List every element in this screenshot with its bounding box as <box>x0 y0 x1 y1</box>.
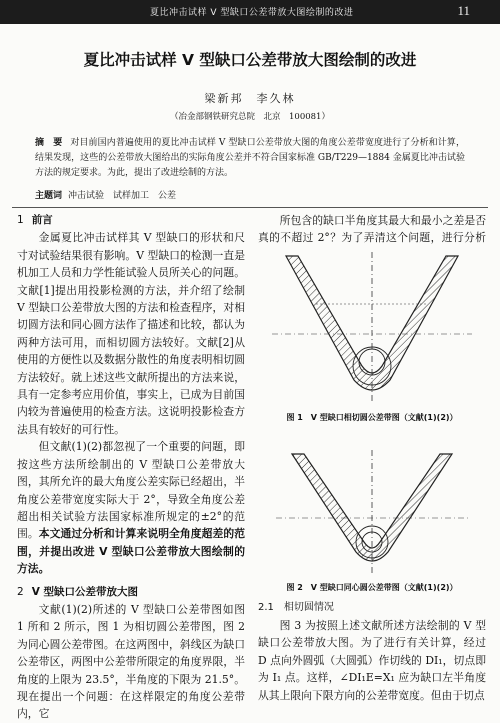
running-title: 夏比冲击试样 V 型缺口公差带放大图绘制的改进 <box>150 8 354 18</box>
figure-2 <box>258 448 486 576</box>
divider <box>12 207 488 208</box>
section-2-number: 2 <box>17 585 24 598</box>
section-1-heading <box>17 212 245 229</box>
section-2-para-1: 文献(1)(2)所述的 V 型缺口公差带图如图 1 所和 2 所示，图 1 为相切圆公差带图，图 2 为同心圆公差带图。在这两图中，斜线区为缺口公差带区，两图中公差带所限定的角度界限，半角度的上限为 23.5°，半角度的下限为 21.5°。现在提出一个问题：在这样限定的角度公差带内，它 <box>17 602 245 721</box>
authors: 梁新邦 李久林 <box>204 92 296 105</box>
section-2-heading <box>17 584 245 601</box>
figure-1 <box>258 248 486 408</box>
section-1-para-2-normal: 但文献(1)(2)都忽视了一个重要的问题，即按这些方法所绘制出的 V 型缺口公差带放大图，其所允许的最大角度公差实际已经超出，半角度公差带宽度实际大于 2°，导致全角度公差超出相关试验方法国家标准所规定的±2°的范围。 <box>17 440 245 541</box>
figure-1-caption: 图 1 V 型缺口相切圆公差带图（文献(1)(2)） <box>286 413 458 422</box>
abstract-label: 摘 要 <box>35 138 63 148</box>
affiliation: （冶金部钢铁研究总院 北京 100081） <box>170 112 330 122</box>
page-number: 11 <box>457 3 470 18</box>
paper-title: 夏比冲击试样 V 型缺口公差带放大图绘制的改进 <box>83 51 417 69</box>
abstract <box>35 136 465 181</box>
section-1-title: 前言 <box>31 214 53 226</box>
section-1-para-1: 金属夏比冲击试样其 V 型缺口的形状和尺寸对试验结果很有影响。V 型缺口的检测一直是机加工人员和力学性能试验人员所关心的问题。文献[1]提出用投影检测的方法，并介绍了绘制 V 型缺口公差带放大图的方法和检查程序，对相切圆方法和同心圆方法作了描述和比较，都认为两种方法可用，而相切圆方法较好。文献[2]从使用的方便性以及数据分散性的角度表明相切圆方法较好。就上述这些文献所提出的方法来说，具有一定参考应用价值，事实上，已成为目前国内较为普遍使用的检查方法。这说明投影检查方法具有较好的可行性。 <box>17 231 245 436</box>
keywords-text: 冲击试验 试样加工 公差 <box>68 191 177 201</box>
running-header <box>0 0 500 24</box>
right-column-bottom <box>258 617 486 704</box>
section-1-para-2 <box>17 438 245 577</box>
abstract-text: 对目前国内普遍使用的夏比冲击试样 V 型缺口公差带放大图的角度公差带宽度进行了分析和计算，结果发现，这些的公差带放大图给出的实际角度公差并不符合国家标准 GB/T229—1884 金属夏比冲击试验方法的规定要求。为此，提出了改进绘制的方法。 <box>35 138 465 178</box>
keywords <box>35 188 176 201</box>
figure-2-drawing <box>258 448 486 576</box>
subsection-2-1-heading: 2.1 相切圆情况 <box>258 602 334 613</box>
section-1-para-2-bold: 本文通过分析和计算来说明全角度超差的范围，并提出改进 V 型缺口公差带放大图绘制的方法。 <box>17 527 246 576</box>
figure-2-caption: 图 2 V 型缺口同心圆公差带图（文献(1)(2)） <box>286 583 458 592</box>
right-para-top: 所包含的缺口半角度其最大和最小之差是否真的不超过 2°？为了弄清这个问题，进行分析 <box>258 214 486 245</box>
right-para-bottom: 图 3 为按照上述文献所述方法绘制的 V 型缺口公差带放大图。为了进行有关计算，经过 D 点向外圆弧（大圆弧）作切线的 DI₁，切点即为 I₁ 点。这样，∠DI₁E=X₁ 应为缺口左半角度从其上限向下限方向的公差带宽度。但由于切点 <box>258 619 486 702</box>
left-column <box>17 212 245 723</box>
figure-1-drawing <box>258 248 486 408</box>
keywords-label: 主题词 <box>35 191 63 201</box>
section-2-title: V 型缺口公差带放大图 <box>31 585 138 598</box>
section-1-number: 1 <box>17 214 24 226</box>
